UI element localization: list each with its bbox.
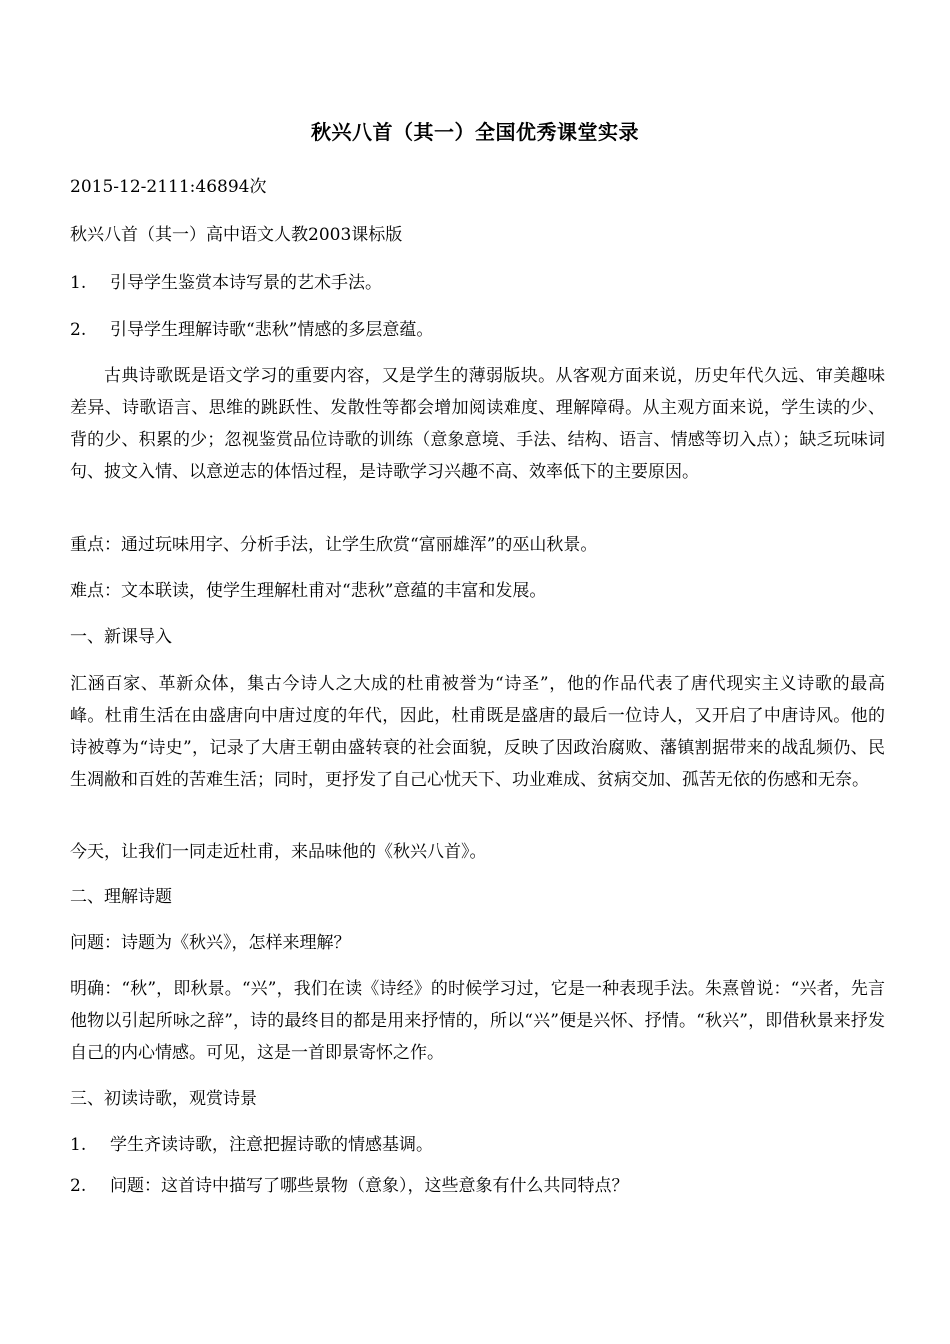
objective-text: 引导学生理解诗歌“悲秋”情感的多层意蕴。 <box>110 320 434 340</box>
section2-answer: 明确：“秋”，即秋景。“兴”，我们在读《诗经》的时候学习过，它是一种表现手法。朱熹曾说：“兴者，先言他物以引起所咏之辞”，诗的最终目的都是用来抒情的，所以“兴”便是兴怀、抒情。“秋兴”，即借秋景来抒发自己的内心情感。可见，这是一首即景寄怀之作。 <box>70 979 885 1063</box>
list-item-text: 问题：这首诗中描写了哪些景物（意象），这些意象有什么共同特点？ <box>110 1176 629 1196</box>
section1-paragraph: 汇涵百家、革新众体，集古今诗人之大成的杜甫被誉为“诗圣”，他的作品代表了唐代现实主义诗歌的最高峰。杜甫生活在由盛唐向中唐过度的年代，因此，杜甫既是盛唐的最后一位诗人，又开启了中唐诗风。他的诗被尊为“诗史”，记录了大唐王朝由盛转衰的社会面貌，反映了因政治腐败、藩镇割据带来的战乱频仍、民生凋敝和百姓的苦难生活；同时，更抒发了自己心忧天下、功业难成、贫病交加、孤苦无依的伤感和无奈。 <box>70 674 885 790</box>
intro-paragraph: 古典诗歌既是语文学习的重要内容，又是学生的薄弱版块。从客观方面来说，历史年代久远、审美趣味差异、诗歌语言、思维的跳跃性、发散性等都会增加阅读难度、理解障碍。从主观方面来说，学生读的少、背的少、积累的少；忽视鉴赏品位诗歌的训练（意象意境、手法、结构、语言、情感等切入点）；缺乏玩味词句、披文入情、以意逆志的体悟过程，是诗歌学习兴趣不高、效率低下的主要原因。 <box>70 366 885 482</box>
objective-item <box>70 270 885 296</box>
objective-item <box>70 317 885 343</box>
section2-question: 问题：诗题为《秋兴》，怎样来理解？ <box>70 933 351 953</box>
section-heading: 一、新课导入 <box>70 627 172 647</box>
list-item <box>70 1132 885 1158</box>
list-item <box>70 1173 885 1199</box>
document-meta: 2015-12-2111:46894次 <box>70 177 267 197</box>
document-subtitle: 秋兴八首（其一）高中语文人教2003课标版 <box>70 225 403 245</box>
list-item-number: 2. <box>70 1176 87 1196</box>
document-title: 秋兴八首（其一）全国优秀课堂实录 <box>311 120 639 144</box>
objective-text: 引导学生鉴赏本诗写景的艺术手法。 <box>110 273 382 293</box>
section1-today: 今天，让我们一同走近杜甫，来品味他的《秋兴八首》。 <box>70 842 487 862</box>
list-item-text: 学生齐读诗歌，注意把握诗歌的情感基调。 <box>110 1135 433 1155</box>
section-heading: 三、初读诗歌，观赏诗景 <box>70 1089 257 1109</box>
key-point: 重点：通过玩味用字、分析手法，让学生欣赏“富丽雄浑”的巫山秋景。 <box>70 535 598 555</box>
objective-number: 2. <box>70 320 87 340</box>
difficulty: 难点：文本联读，使学生理解杜甫对“悲秋”意蕴的丰富和发展。 <box>70 581 547 601</box>
section-heading: 二、理解诗题 <box>70 887 172 907</box>
list-item-number: 1. <box>70 1135 87 1155</box>
objective-number: 1. <box>70 273 87 293</box>
